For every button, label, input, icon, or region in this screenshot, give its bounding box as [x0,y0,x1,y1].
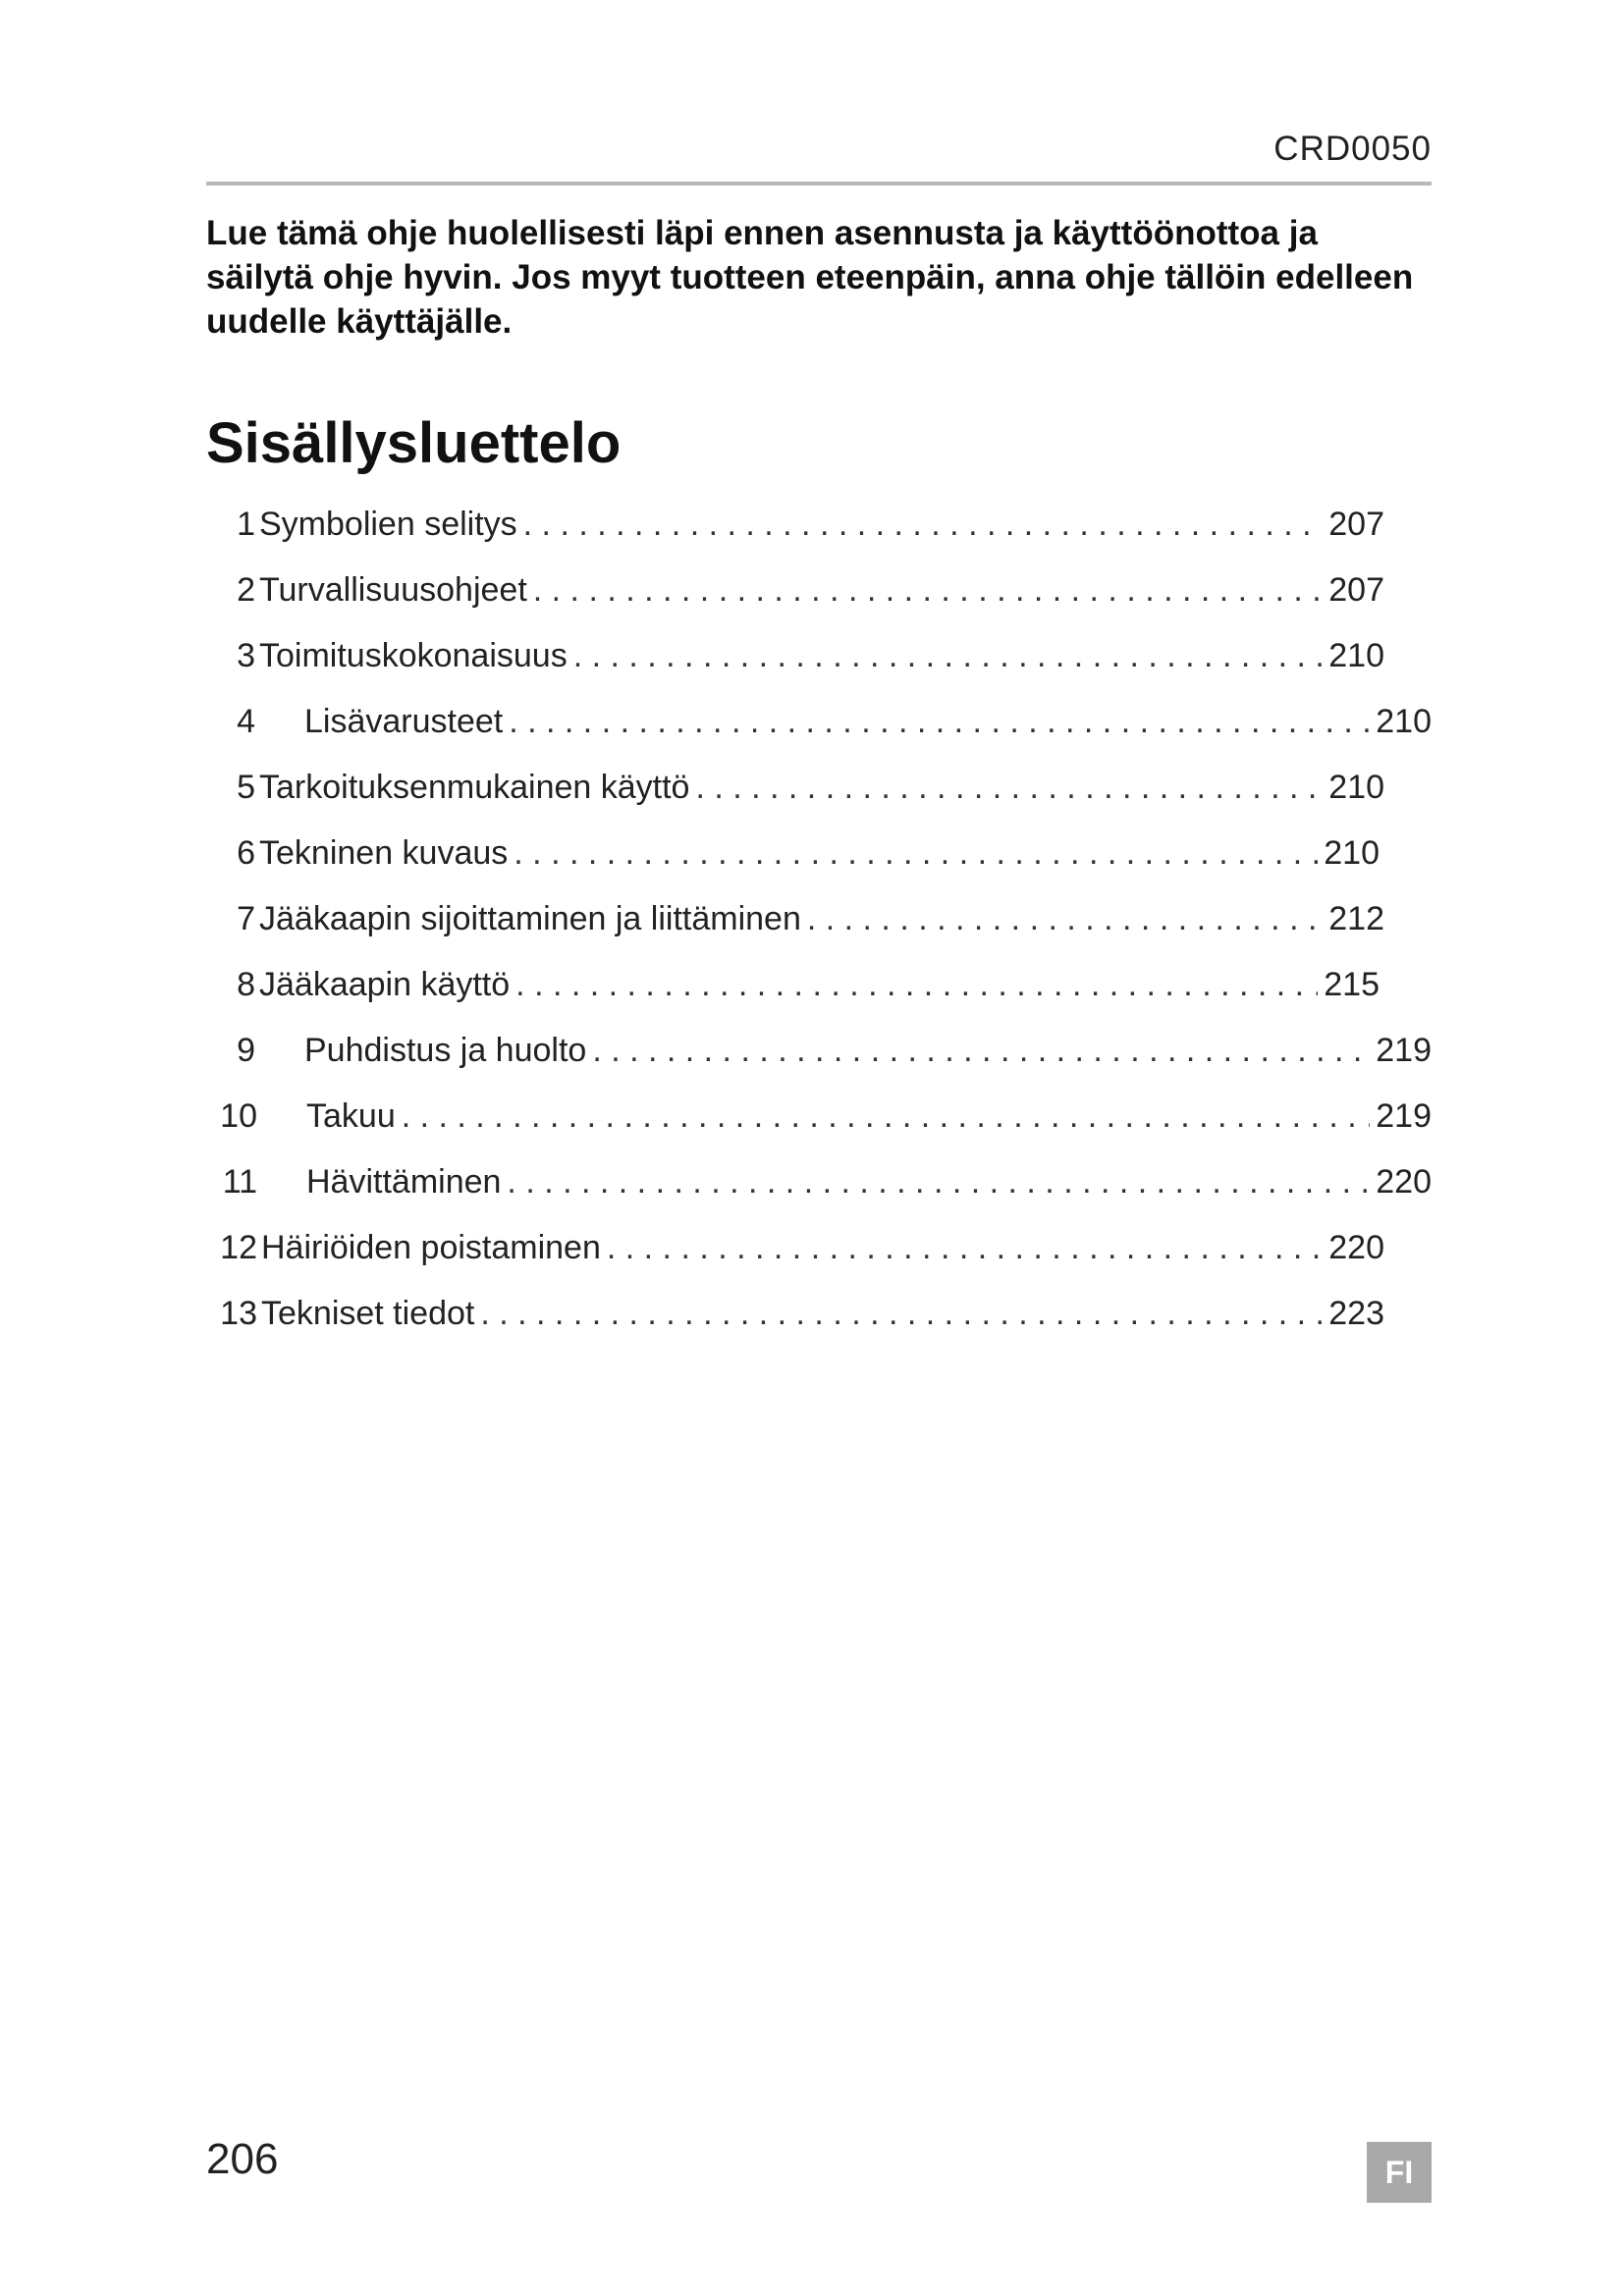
toc-leader-dots [402,1097,1371,1136]
toc-entry-label: Jääkaapin käyttö [259,966,511,1003]
toc-entry-label: Jääkaapin sijoittaminen ja liittäminen [259,900,801,937]
toc-entry[interactable] [226,900,1384,949]
page-number: 206 [206,2135,279,2183]
toc-entry-number: 4 [237,703,255,740]
toc-entry[interactable] [226,506,1384,555]
document-model-code: CRD0050 [1273,130,1432,168]
toc-entry-page: 210 [1328,769,1384,806]
toc-entry-label: Häiriöiden poistaminen [261,1229,601,1266]
toc-entry-label: Toimituskokonaisuus [259,637,568,674]
toc-entry-label: Lisävarusteet [304,703,504,740]
toc-entry-page: 219 [1376,1032,1432,1069]
toc-leader-dots [523,506,1324,544]
toc-entry-page: 223 [1328,1295,1384,1332]
toc-entry[interactable] [226,703,1432,752]
toc-entry[interactable] [226,1032,1432,1081]
toc-leader-dots [515,966,1318,1004]
toc-leader-dots [807,900,1323,938]
toc-entry-label: Hävittäminen [306,1163,502,1201]
toc-leader-dots [592,1032,1370,1070]
toc-entry-page: 212 [1328,900,1384,937]
toc-entry-number: 10 [220,1097,257,1135]
toc-leader-dots [514,834,1318,873]
language-badge: FI [1367,2142,1432,2203]
toc-entry-page: 219 [1376,1097,1432,1135]
header-divider [206,182,1432,186]
toc-entry-number: 1 [237,506,255,543]
toc-leader-dots [695,769,1323,807]
toc-entry-number: 8 [237,966,255,1003]
toc-entry[interactable] [218,1295,1384,1344]
toc-title: Sisällysluettelo [206,411,622,475]
toc-entry[interactable] [226,769,1384,818]
toc-entry[interactable] [226,834,1380,883]
toc-leader-dots [480,1295,1323,1333]
toc-leader-dots [607,1229,1323,1267]
toc-leader-dots [507,1163,1370,1201]
toc-entry-number: 7 [237,900,255,937]
toc-entry-number: 5 [237,769,255,806]
toc-entry-label: Tekniset tiedot [261,1295,475,1332]
toc-entry-page: 207 [1328,571,1384,609]
toc-entry-number: 3 [237,637,255,674]
toc-entry-number: 6 [237,834,255,872]
toc-entry-label: Takuu [306,1097,396,1135]
toc-entry-label: Puhdistus ja huolto [304,1032,587,1069]
toc-entry-number: 12 [220,1229,257,1266]
toc-entry-label: Symbolien selitys [259,506,517,543]
toc-entry-number: 11 [222,1163,257,1201]
toc-entry[interactable] [218,1097,1432,1147]
toc-leader-dots [533,571,1324,610]
toc-entry[interactable] [226,571,1384,620]
toc-leader-dots [509,703,1370,741]
toc-entry-label: Tekninen kuvaus [259,834,509,872]
toc-entry-number: 2 [237,571,255,609]
toc-entry-number: 9 [237,1032,255,1069]
toc-entry-number: 13 [220,1295,257,1332]
toc-entry-page: 215 [1324,966,1380,1003]
toc-entry-label: Tarkoituksenmukainen käyttö [259,769,690,806]
toc-entry-page: 210 [1376,703,1432,740]
toc-entry[interactable] [218,1229,1384,1278]
toc-entry[interactable] [218,1163,1432,1212]
toc-entry-page: 220 [1328,1229,1384,1266]
toc-entry-page: 207 [1328,506,1384,543]
toc-entry-page: 210 [1328,637,1384,674]
intro-instructions: Lue tämä ohje huolellisesti läpi ennen asennusta ja käyttöönottoa ja säilytä ohje hyvin. Jos myyt tuotteen eteenpäin, anna ohje tällöin edelleen uudelle käyttäjälle. [206,214,1414,341]
toc-entry-page: 210 [1324,834,1380,872]
toc-entry-label: Turvallisuusohjeet [259,571,527,609]
toc-entry[interactable] [226,966,1380,1015]
toc-entry[interactable] [226,637,1384,686]
toc-entry-page: 220 [1376,1163,1432,1201]
toc-leader-dots [573,637,1324,675]
